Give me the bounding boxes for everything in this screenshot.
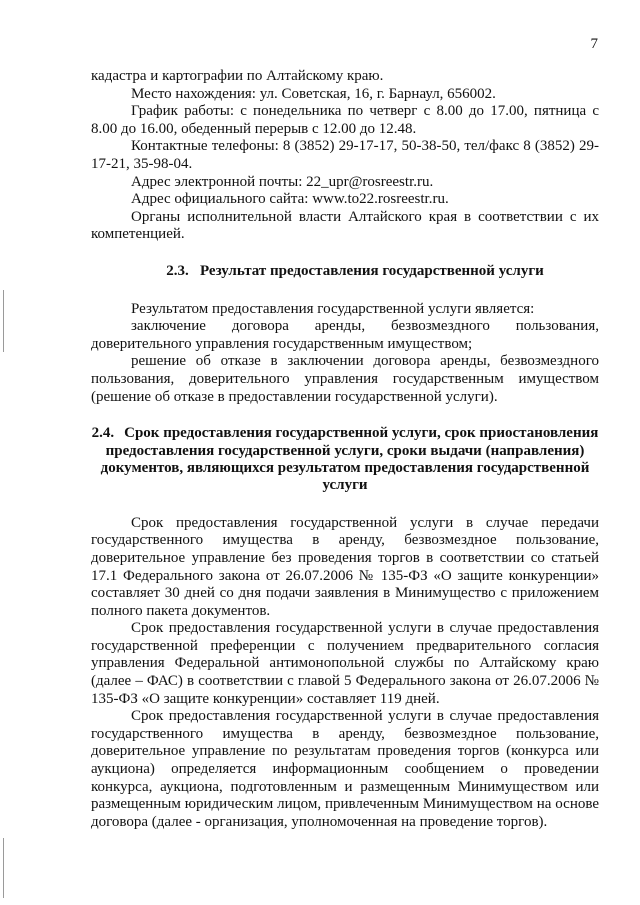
page-number: 7 bbox=[590, 36, 598, 52]
authorities-paragraph: Органы исполнительной власти Алтайского края в соответствии с их компетенцией. bbox=[91, 208, 599, 243]
email-paragraph: Адрес электронной почты: 22_upr@rosreestr.ru. bbox=[131, 173, 434, 190]
address-paragraph: Место нахождения: ул. Советская, 16, г. Барнаул, 656002. bbox=[131, 85, 496, 102]
schedule-paragraph: График работы: с понедельника по четверг с 8.00 до 17.00, пятница с 8.00 до 16.00, обеденный перерыв с 12.00 до 12.48. bbox=[91, 103, 599, 137]
section-heading-2-4 bbox=[91, 425, 599, 495]
section-heading-2-3 bbox=[91, 263, 599, 281]
section-number: 2.3. bbox=[166, 262, 189, 279]
term-paragraph: Срок предоставления государственной услуги в случае передачи государственного имущества в аренду, безвозмездное пользование, доверительное управление без проведения торгов в соответствии со статьей 17.1 Федерального закона от 26.07.2006 № 135-ФЗ «О защите конкуренции» составляет 30 дней со дня подачи заявления в Минимущество с приложением полного пакета документов. bbox=[91, 514, 599, 619]
document-body bbox=[91, 68, 599, 831]
result-lead-paragraph: Результатом предоставления государственной услуги является: bbox=[131, 300, 535, 317]
section-title: Результат предоставления государственной услуги bbox=[199, 262, 544, 279]
scan-margin-mark bbox=[3, 838, 4, 898]
phones-paragraph: Контактные телефоны: 8 (3852) 29-17-17, 50-38-50, тел/факс 8 (3852) 29-17-21, 35-98-04. bbox=[91, 138, 599, 172]
section-number: 2.4. bbox=[91, 425, 115, 442]
result-item-paragraph: заключение договора аренды, безвозмездного пользования, доверительного управления государственным имуществом; bbox=[91, 318, 599, 352]
result-item-paragraph: решение об отказе в заключении договора аренды, безвозмездного пользования, доверительного управления государственным имуществом (решение об отказе в предоставлении государственной услуги). bbox=[91, 353, 599, 405]
scan-margin-mark bbox=[3, 290, 4, 352]
paragraph-continuation: кадастра и картографии по Алтайскому краю. bbox=[91, 68, 384, 84]
term-paragraph: Срок предоставления государственной услуги в случае предоставления государственного имущества в аренду, безвозмездное пользование, доверительное управление по результатам проведения торгов (конкурса или аукциона) определяется информационным сообщением о проведении конкурса, аукциона, подготовленным и размещенным Минимуществом или размещенным юридическим лицом, привлеченным Минимуществом на основе договора (далее - организация, уполномоченная на проведение торгов). bbox=[91, 708, 599, 830]
term-paragraph: Срок предоставления государственной услуги в случае предоставления государственной преференции с получением предварительного согласия управления Федеральной антимонопольной службы по Алтайскому краю (далее – ФАС) в соответствии с главой 5 Федерального закона от 26.07.2006 № 135-ФЗ «О защите конкуренции» составляет 119 дней. bbox=[91, 620, 599, 707]
website-paragraph: Адрес официального сайта: www.to22.rosreestr.ru. bbox=[131, 191, 449, 208]
section-title: Срок предоставления государственной услуги, срок приостановления предоставления государственной услуги, сроки выдачи (направления) документов, являющихся результатом предоставления государственной услуги bbox=[100, 425, 599, 494]
